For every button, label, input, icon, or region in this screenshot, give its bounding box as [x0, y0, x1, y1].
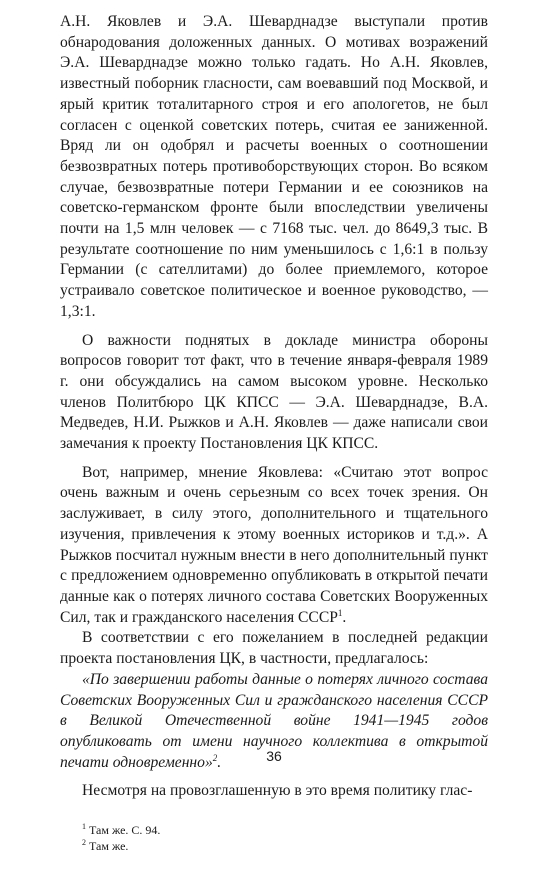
quoted-paragraph: «По завершении работы данные о потерях личного состава Советских Вооруженных Сил и гражданского населения СССР в Великой Отечественной войне 1941—1945 годов опубликовать от имени научного коллектива в открытой печати одновременно»$^2$. [60, 670, 488, 771]
page-number: 36 [266, 748, 282, 764]
paragraph-3-text: Вот, например, мнение Яковлева: «Считаю этот вопрос очень важным и очень серьезным со всех точек зрения. Он заслуживает, в силу этого, дополнительного и тщательного изучения, привлечения к этому военных историков и т.д.». А Рыжков посчитал нужным внести в него дополнительный пункт с предложением одновременно опубликовать в открытой печати данные как о потерях личного состава Советских Вооруженных Сил, так и гражданского населения СССР [60, 463, 488, 626]
paragraph-4: В соответствии с его пожеланием в последней редакции проекта постановления ЦК, в частности, предлагалось: [60, 629, 488, 668]
quoted-paragraph-text: «По завершении работы данные о потерях личного состава Советских Вооруженных Сил и гражданского населения СССР в Великой Отечественной войне 1941—1945 годов опубликовать от имени научного коллектива в открытой печати одновременно» [60, 670, 488, 771]
book-page [60, 12, 488, 854]
paragraph-3: Вот, например, мнение Яковлева: «Считаю этот вопрос очень важным и очень серьезным со всех точек зрения. Он заслуживает, в силу этого, дополнительного и тщательного изучения, привлечения к этому военных историков и т.д.». А Рыжков посчитал нужным внести в него дополнительный пункт с предложением одновременно опубликовать в открытой печати данные как о потерях личного состава Советских Вооруженных Сил, так и гражданского населения СССР$^1$. [60, 463, 488, 626]
footnote-1 [82, 822, 488, 838]
footnote-mark-2: 2 [82, 838, 86, 848]
paragraph-6: Несмотря на провозглашенную в это время политику глас- [82, 782, 473, 800]
footnote-text-1: Там же. С. 94. [89, 823, 161, 838]
footnote-ref-2: 2 [212, 752, 218, 763]
footnotes [60, 822, 488, 854]
footnote-mark-1: 1 [82, 822, 86, 832]
footnote-2 [82, 838, 488, 854]
paragraph-2: О важности поднятых в докладе министра обороны вопросов говорит тот факт, что в течение января-февраля 1989 г. они обсуждались на самом высоком уровне. Несколько членов Политбюро ЦК КПСС — Э.А. Шеварднадзе, В.А. Медведев, Н.И. Рыжков и А.Н. Яковлев — даже написали свои замечания к проекту Постановления ЦК КПСС. [60, 331, 488, 453]
paragraph-1: А.Н. Яковлев и Э.А. Шеварднадзе выступали против обнародования доложенных данных. О мотивах возражений Э.А. Шеварднадзе можно только гадать. Но А.Н. Яковлев, известный поборник гласности, сам воевавший под Москвой, и ярый критик тоталитарного строя и его апологетов, не был согласен с оценкой советских потерь, считая ее заниженной. Вряд ли он одобрял и расчеты военных о соотношении безвозвратных потерь противоборствующих сторон. Во всяком случае, безвозвратные потери Германии и ее союзников на советско-германском фронте были впоследствии увеличены почти на 1,5 млн человек — с 7168 тыс. чел. до 8649,3 тыс. В результате соотношение по ним уменьшилось с 1,6:1 в пользу Германии (с сателлитами) до более приемлемого, которое устраивало советское политическое и военное руководство, — 1,3:1. [60, 13, 488, 320]
footnote-ref-1: 1 [337, 607, 343, 618]
footnote-text-2: Там же. [89, 839, 129, 854]
